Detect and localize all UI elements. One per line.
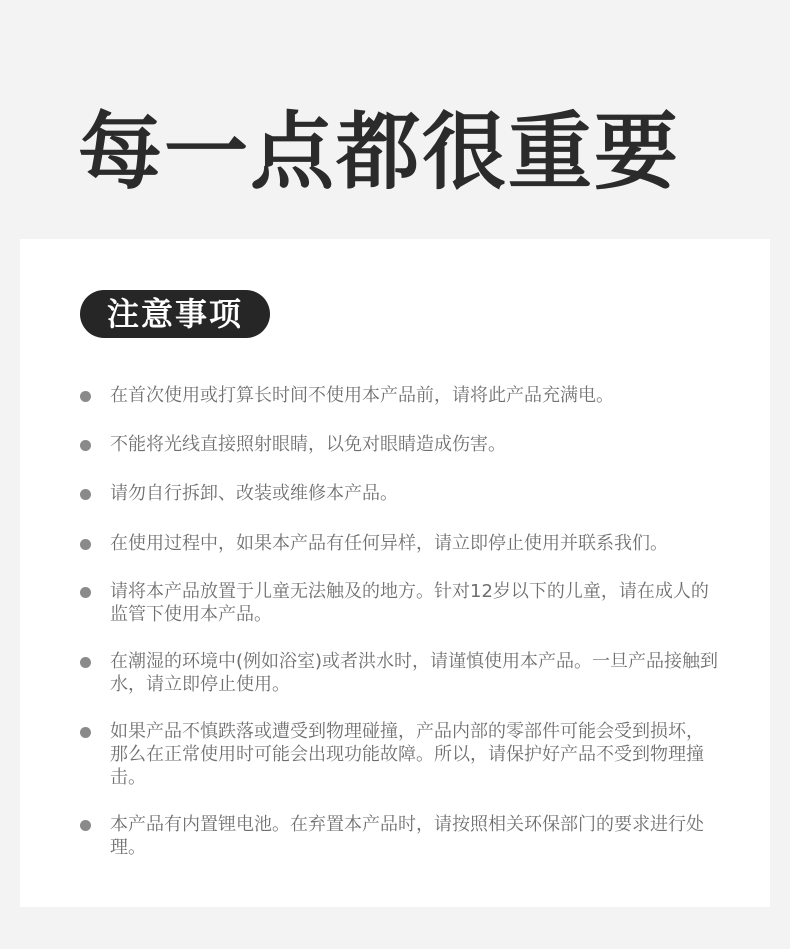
list-item [80,482,720,505]
list-item [80,580,720,626]
list-item [80,720,720,789]
list-item [80,813,720,859]
note-text: 在潮湿的环境中(例如浴室)或者洪水时，请谨慎使用本产品。一旦产品接触到水，请立即停止使用。 [110,651,719,695]
bullet-dot-icon [80,727,91,738]
bullet-dot-icon [80,489,91,500]
bullet-dot-icon [80,587,91,598]
list-item [80,433,720,456]
note-text: 请将本产品放置于儿童无法触及的地方。针对12岁以下的儿童，请在成人的监管下使用本产品。 [110,581,709,625]
note-text: 请勿自行拆卸、改装或维修本产品。 [110,483,398,504]
list-item [80,650,720,696]
note-text: 在使用过程中，如果本产品有任何异样，请立即停止使用并联系我们。 [110,533,668,554]
bullet-dot-icon [80,440,91,451]
note-text: 本产品有内置锂电池。在弃置本产品时，请按照相关环保部门的要求进行处理。 [110,814,704,858]
bullet-dot-icon [80,391,91,402]
page-title: 每一点都很重要 [78,103,681,201]
section-badge: 注意事项 [80,290,270,338]
list-item [80,532,720,555]
note-text: 在首次使用或打算长时间不使用本产品前，请将此产品充满电。 [110,385,614,406]
bullet-dot-icon [80,820,91,831]
bullet-dot-icon [80,539,91,550]
list-item [80,384,720,407]
note-text: 不能将光线直接照射眼睛，以免对眼睛造成伤害。 [110,434,506,455]
note-text: 如果产品不慎跌落或遭受到物理碰撞，产品内部的零部件可能会受到损坏，那么在正常使用时可能会出现功能故障。所以，请保护好产品不受到物理撞击。 [110,721,704,788]
notice-card [20,239,770,907]
bullet-dot-icon [80,657,91,668]
